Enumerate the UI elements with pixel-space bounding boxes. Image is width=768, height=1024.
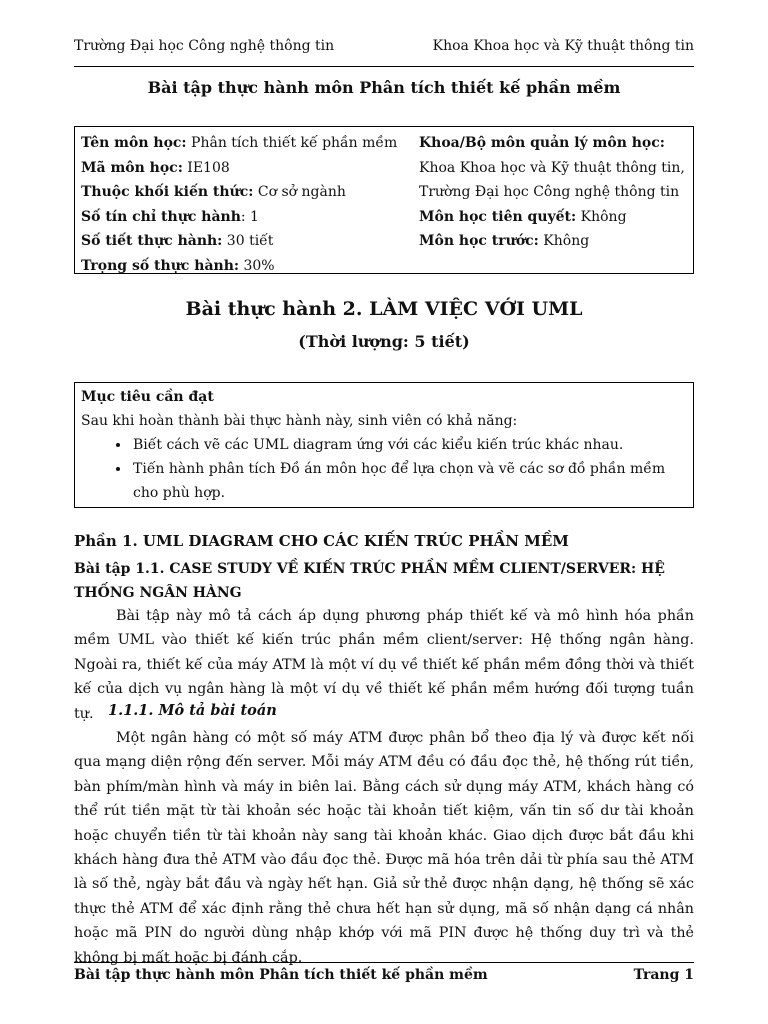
managing-dept-label: Khoa/Bộ môn quản lý môn học: [419, 135, 665, 151]
objectives-box [74, 382, 694, 508]
managing-dept-line: Trường Đại học Công nghệ thông tin [419, 184, 680, 200]
objectives-list [81, 433, 687, 505]
info-row: Thuộc khối kiến thức: Cơ sở ngành [81, 184, 346, 200]
page-footer [74, 962, 694, 983]
info-row: Mã môn học: IE108 [81, 159, 230, 176]
header-university: Trường Đại học Công nghệ thông tin [74, 38, 335, 54]
info-row: Số tiết thực hành: 30 tiết [81, 233, 274, 249]
objectives-heading: Mục tiêu cần đạt [81, 389, 214, 405]
footer-title: Bài tập thực hành môn Phân tích thiết kế phần mềm [74, 967, 488, 983]
previous-course-row: Môn học trước: Không [419, 233, 590, 249]
info-row: Tên môn học: Phân tích thiết kế phần mềm [81, 135, 398, 151]
exercise-heading: Bài tập 1.1. CASE STUDY VỀ KIẾN TRÚC PHẦN MỀM CLIENT/SERVER: HỆ THỐNG NGÂN HÀNG [74, 561, 665, 601]
list-item: • Biết cách vẽ các UML diagram ứng với các kiểu kiến trúc khác nhau. [131, 433, 687, 457]
info-row: Số tín chỉ thực hành: 1 [81, 208, 259, 225]
problem-paragraph: Một ngân hàng có một số máy ATM được phân bổ theo địa lý và được kết nối qua mạng diện rộng đến server. Mỗi máy ATM đều có đầu đọc thẻ, hệ thống rút tiền, bàn phím/màn hình và máy in biên lai. Bằng cách sử dụng máy ATM, khách hàng có thể rút tiền mặt từ tài khoản séc hoặc tài khoản tiết kiệm, vấn tin số dư tài khoản hoặc chuyển tiền từ tài khoản này sang tài khoản khác. Giao dịch được bắt đầu khi khách hàng đưa thẻ ATM vào đầu đọc thẻ. Được mã hóa trên dải từ phía sau thẻ ATM là số thẻ, ngày bắt đầu và ngày hết hạn. Giả sử thẻ được nhận dạng, hệ thống sẽ xác thực thẻ ATM để xác định rằng thẻ chưa hết hạn sử dụng, mã số nhận dạng cá nhân hoặc mã PIN do người dùng nhập khớp với mã PIN được hệ thống duy trì và thẻ không bị mất hoặc bị đánh cắp. [74, 730, 694, 966]
document-title: Bài tập thực hành môn Phân tích thiết kế phần mềm [147, 78, 621, 97]
course-info-box [74, 126, 694, 274]
page-number: Trang 1 [633, 967, 694, 983]
info-row: Trọng số thực hành: 30% [81, 257, 275, 274]
managing-dept-line: Khoa Khoa học và Kỹ thuật thông tin, [419, 159, 685, 176]
part-heading: Phần 1. UML DIAGRAM CHO CÁC KIẾN TRÚC PHẦN MỀM [74, 532, 569, 550]
course-info-left [81, 131, 419, 274]
course-info-right [419, 131, 687, 269]
prerequisite-row: Môn học tiên quyết: Không [419, 208, 627, 225]
objectives-intro: Sau khi hoàn thành bài thực hành này, sinh viên có khả năng: [81, 413, 518, 429]
header-faculty: Khoa Khoa học và Kỹ thuật thông tin [432, 38, 694, 54]
page-header [74, 38, 694, 67]
list-item: • Tiến hành phân tích Đồ án môn học để lựa chọn và vẽ các sơ đồ phần mềm cho phù hợp. [131, 457, 687, 505]
lab-duration: (Thời lượng: 5 tiết) [298, 332, 470, 351]
subsection-heading: 1.1.1. Mô tả bài toán [108, 702, 277, 719]
intro-paragraph: Bài tập này mô tả cách áp dụng phương pháp thiết kế và mô hình hóa phần mềm UML vào thiết kế kiến trúc phần mềm client/server: Hệ thống ngân hàng. Ngoài ra, thiết kế của máy ATM là một ví dụ về thiết kế phần mềm đồng thời và thiết kế của dịch vụ ngân hàng là một ví dụ về thiết kế phần mềm hướng đối tượng tuần tự. [74, 608, 694, 722]
lab-title: Bài thực hành 2. LÀM VIỆC VỚI UML [185, 298, 583, 320]
